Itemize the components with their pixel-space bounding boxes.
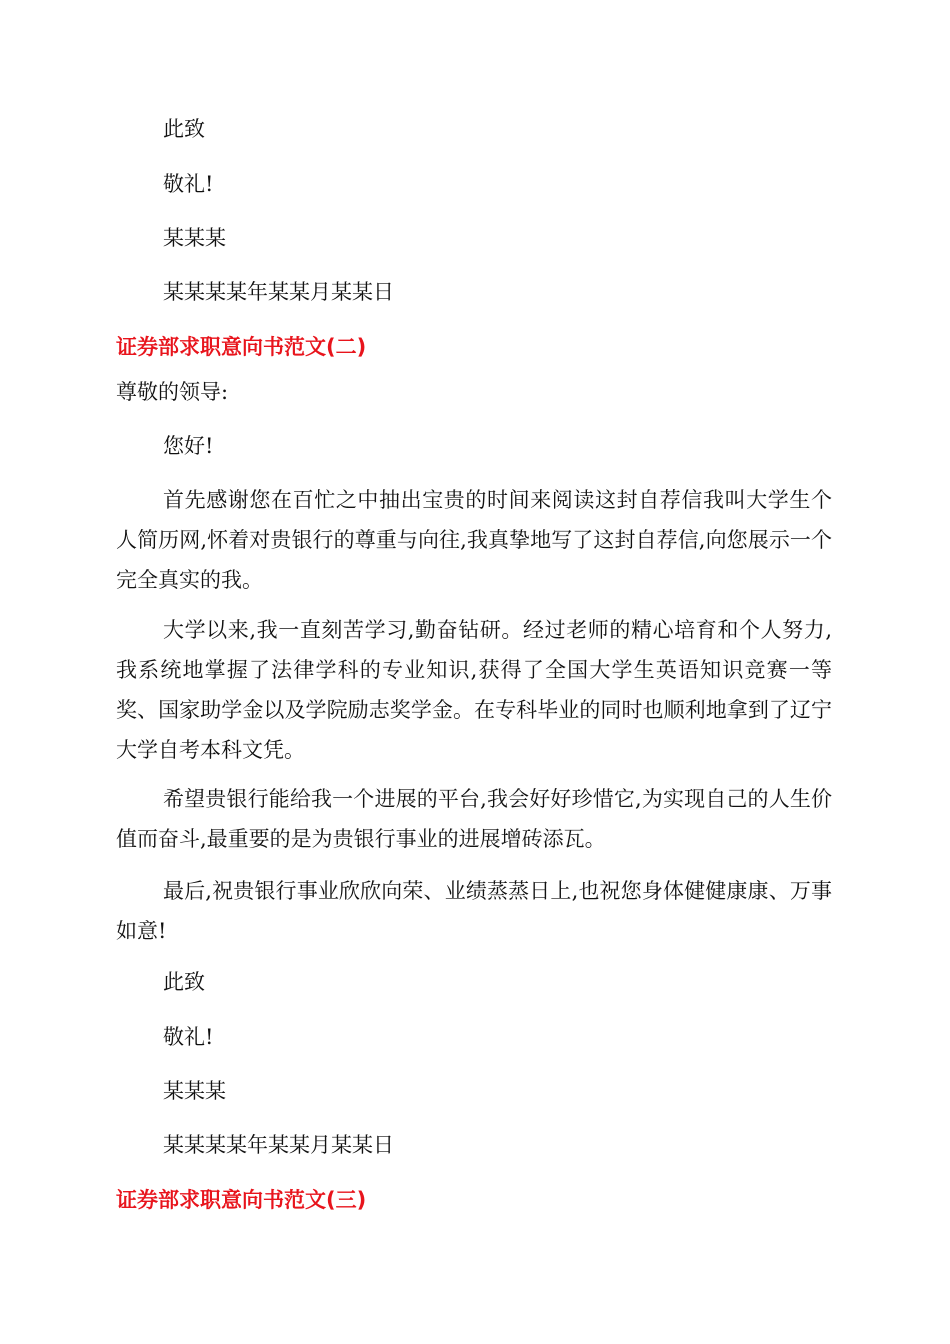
closing-regards: 敬礼! [163,172,214,196]
addressee: 尊敬的领导: [116,380,229,404]
body-paragraph: 希望贵银行能给我一个进展的平台,我会好好珍惜它,为实现自己的人生价值而奋斗,最重要的是为贵银行事业的进展增砖添瓦。 [116,787,832,851]
closing-salutation: 此致 [163,970,205,994]
greeting: 您好! [163,434,214,458]
closing-signature: 某某某 [163,1079,226,1103]
body-paragraph: 大学以来,我一直刻苦学习,勤奋钻研。经过老师的精心培育和个人努力,我系统地掌握了法律学科的专业知识,获得了全国大学生英语知识竞赛一等奖、国家助学金以及学院励志奖学金。在专科毕业的同时也顺利地拿到了辽宁大学自考本科文凭。 [116,618,832,762]
closing-date: 某某某某年某某月某某日 [163,280,394,304]
body-paragraph: 首先感谢您在百忙之中抽出宝贵的时间来阅读这封自荐信我叫大学生个人简历网,怀着对贵银行的尊重与向往,我真挚地写了这封自荐信,向您展示一个完全真实的我。 [116,488,832,592]
closing-regards: 敬礼! [163,1025,214,1049]
section-heading: 证券部求职意向书范文(二) [116,335,367,359]
closing-date: 某某某某年某某月某某日 [163,1133,394,1157]
closing-salutation: 此致 [163,117,205,141]
body-paragraph: 最后,祝贵银行事业欣欣向荣、业绩蒸蒸日上,也祝您身体健健康康、万事如意! [116,879,832,943]
closing-signature: 某某某 [163,226,226,250]
section-heading: 证券部求职意向书范文(三) [116,1188,367,1212]
